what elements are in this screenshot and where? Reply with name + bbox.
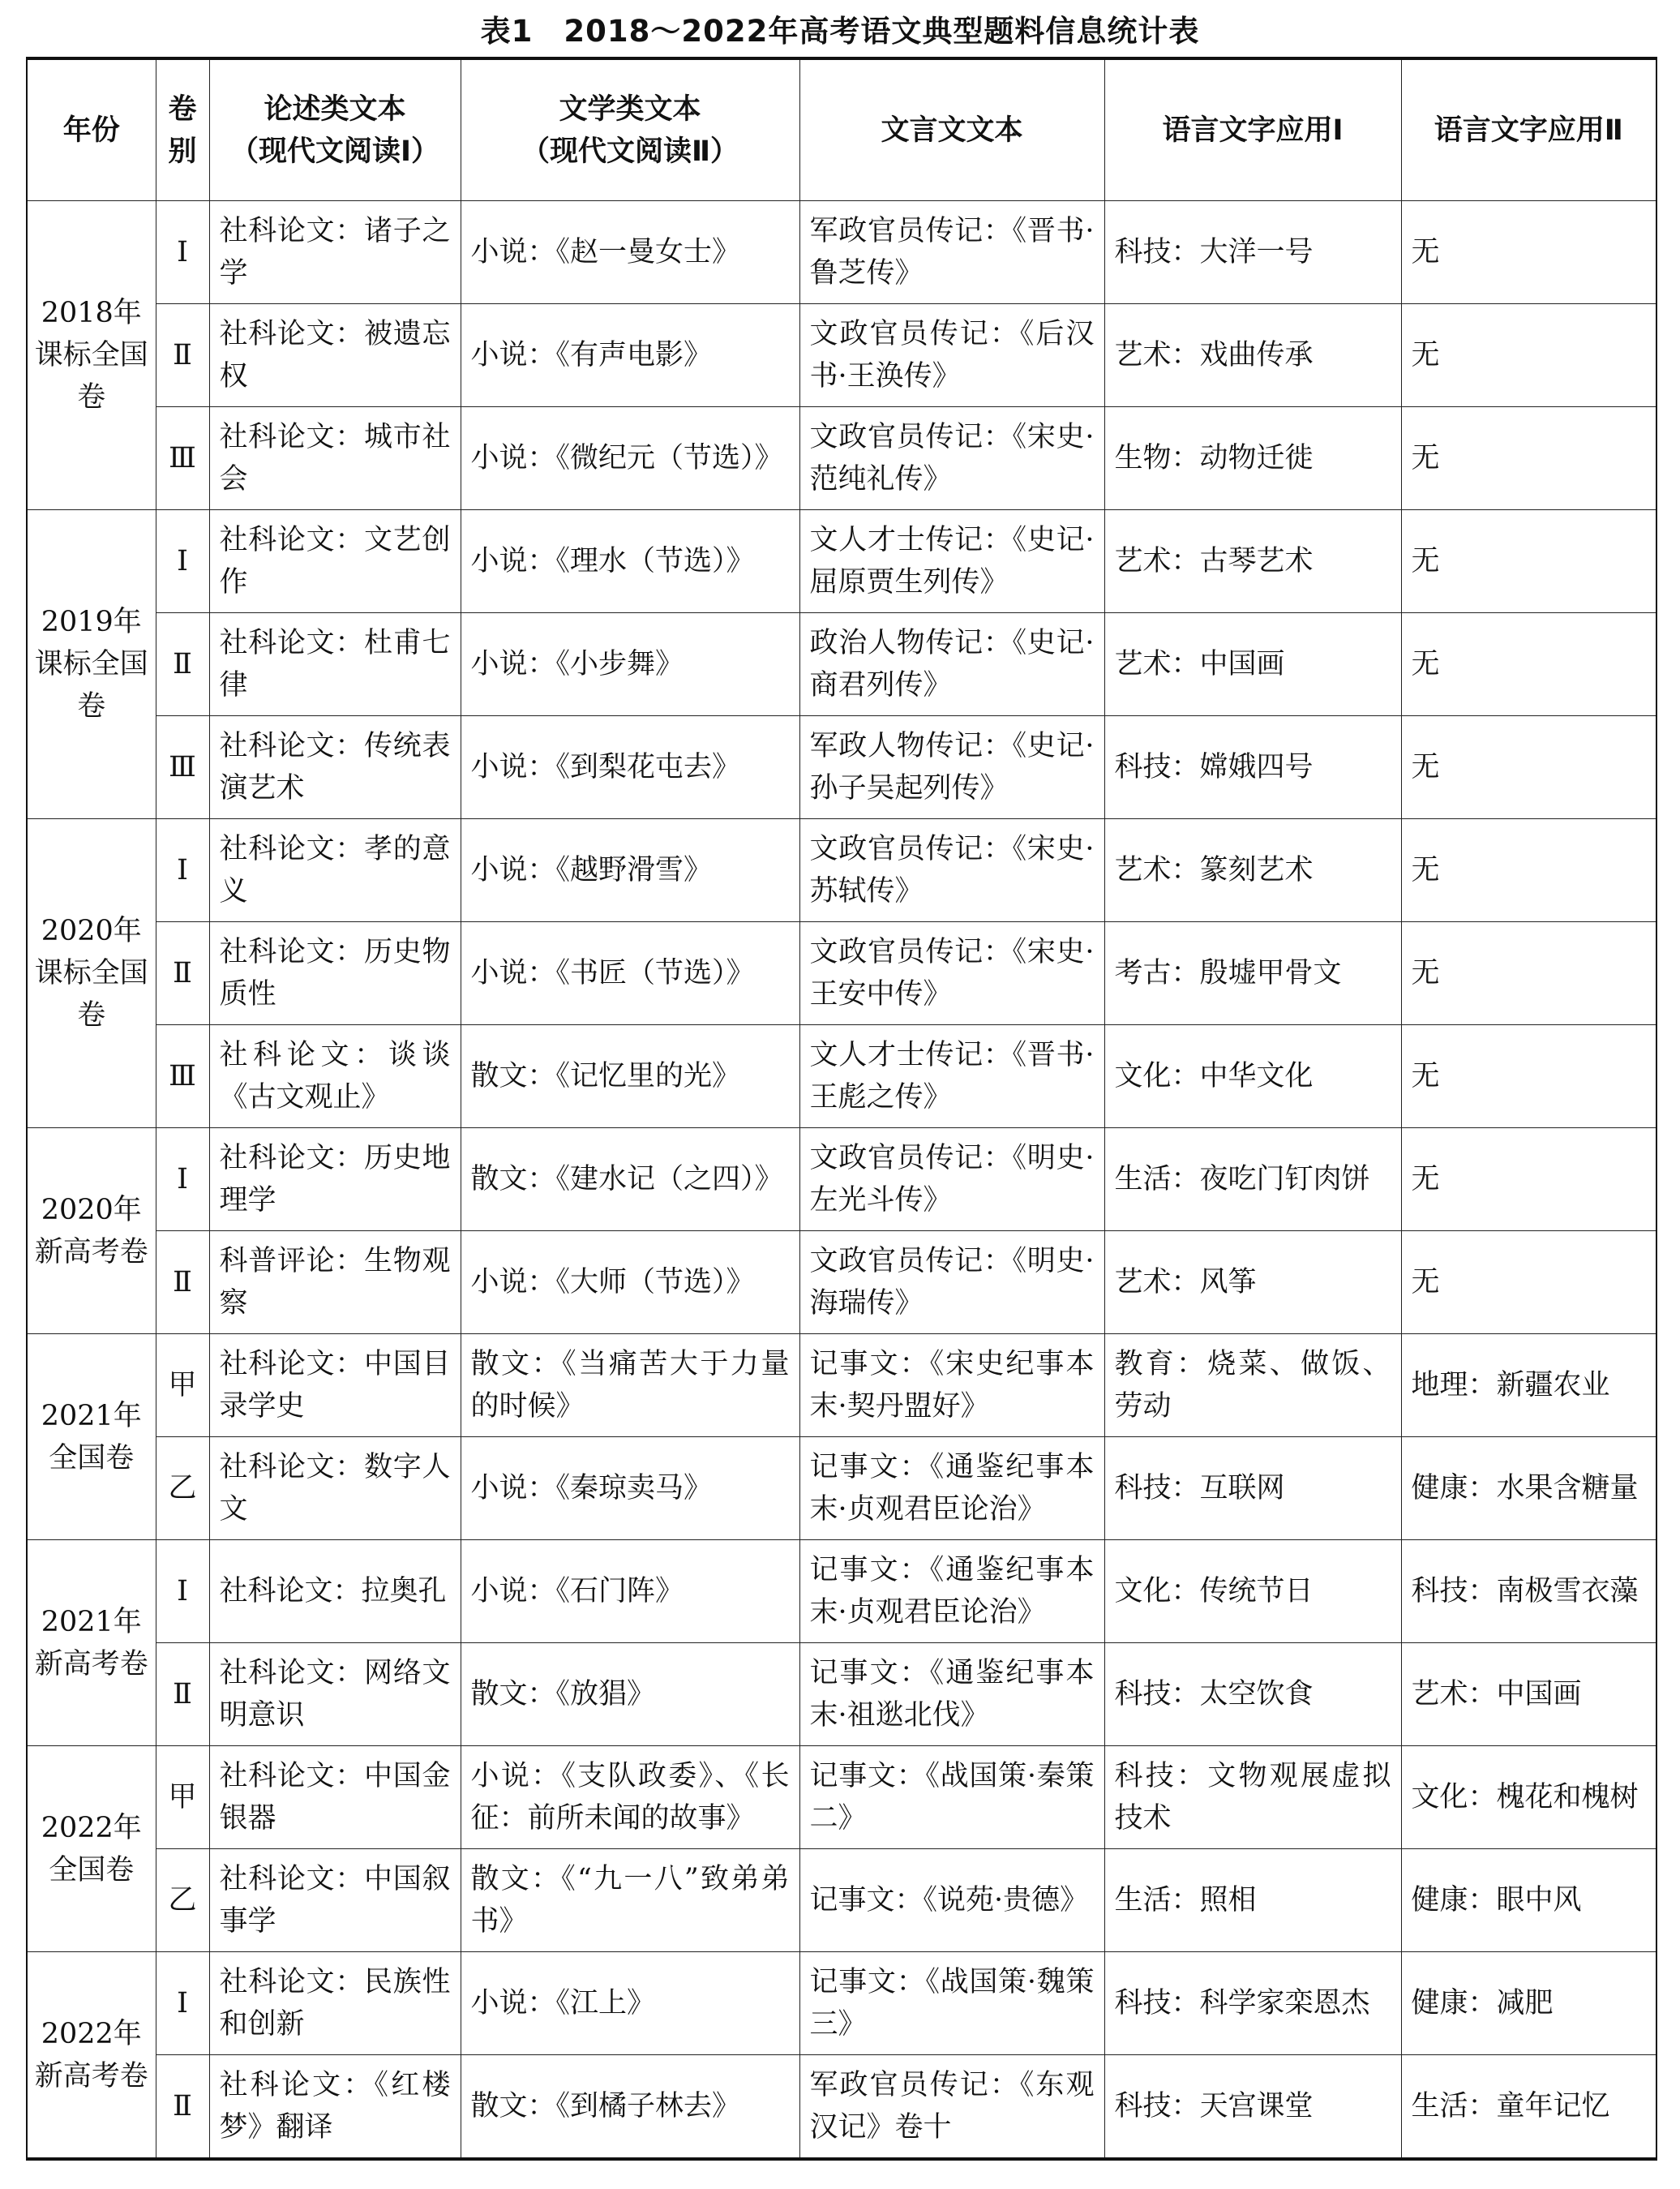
year-cell: 2019年课标全国卷 [27,510,156,819]
wenyan-cell: 记事文：《战国策·秦策二》 [799,1746,1104,1849]
wenxue-cell: 散文：《记忆里的光》 [461,1025,799,1128]
wenyan-cell: 军政官员传记：《晋书·鲁芝传》 [799,201,1104,304]
table-row [27,1437,1656,1540]
header-yuyan2: 语言文字应用Ⅱ [1401,58,1656,201]
table-row [27,201,1656,304]
lunshu-cell: 社科论文：诸子之学 [209,201,461,304]
wenxue-cell: 散文：《当痛苦大于力量的时候》 [461,1334,799,1437]
wenyan-cell: 军政官员传记：《东观汉记》卷十 [799,2055,1104,2160]
table-row [27,1643,1656,1746]
year-cell: 2018年课标全国卷 [27,201,156,510]
year-cell: 2022年新高考卷 [27,1952,156,2160]
header-lunshu [209,58,461,201]
lunshu-cell: 社科论文：传统表演艺术 [209,716,461,819]
header-wenxue [461,58,799,201]
table-row [27,1231,1656,1334]
volume-cell: Ⅰ [156,1128,209,1231]
wenxue-cell: 小说：《理水（节选）》 [461,510,799,613]
wenxue-cell: 散文：《到橘子林去》 [461,2055,799,2160]
lunshu-cell: 社科论文：文艺创作 [209,510,461,613]
table-row [27,613,1656,716]
wenyan-cell: 文政官员传记：《宋史·王安中传》 [799,922,1104,1025]
yuyan2-cell: 无 [1401,1128,1656,1231]
yuyan1-cell: 生物：动物迁徙 [1104,407,1401,510]
header-lunshu-sub: （现代文阅读Ⅰ） [229,135,440,168]
yuyan1-cell: 文化：传统节日 [1104,1540,1401,1643]
volume-cell: Ⅱ [156,1231,209,1334]
volume-cell: Ⅲ [156,716,209,819]
yuyan1-cell: 科技：太空饮食 [1104,1643,1401,1746]
volume-cell: Ⅰ [156,1540,209,1643]
yuyan2-cell: 健康：减肥 [1401,1952,1656,2055]
table-row [27,1849,1656,1952]
wenxue-cell: 小说：《大师（节选）》 [461,1231,799,1334]
wenxue-cell: 小说：《秦琼卖马》 [461,1437,799,1540]
wenxue-cell: 小说：《越野滑雪》 [461,819,799,922]
wenxue-cell: 小说：《微纪元（节选）》 [461,407,799,510]
table-row [27,304,1656,407]
lunshu-cell: 社科论文：孝的意义 [209,819,461,922]
yuyan2-cell: 无 [1401,613,1656,716]
yuyan1-cell: 生活：照相 [1104,1849,1401,1952]
lunshu-cell: 社科论文：网络文明意识 [209,1643,461,1746]
wenxue-cell: 小说：《书匠（节选）》 [461,922,799,1025]
wenxue-cell: 小说：《有声电影》 [461,304,799,407]
lunshu-cell: 社科论文：中国目录学史 [209,1334,461,1437]
wenyan-cell: 文政官员传记：《宋史·范纯礼传》 [799,407,1104,510]
table-row [27,1025,1656,1128]
volume-cell: 乙 [156,1849,209,1952]
yuyan2-cell: 艺术：中国画 [1401,1643,1656,1746]
yuyan1-cell: 科技：天宫课堂 [1104,2055,1401,2160]
wenxue-cell: 小说：《赵一曼女士》 [461,201,799,304]
header-wenyan: 文言文文本 [799,58,1104,201]
yuyan2-cell: 无 [1401,510,1656,613]
yuyan1-cell: 科技：科学家栾恩杰 [1104,1952,1401,2055]
header-volume: 卷别 [156,58,209,201]
wenyan-cell: 军政人物传记：《史记·孙子吴起列传》 [799,716,1104,819]
lunshu-cell: 社科论文：中国叙事学 [209,1849,461,1952]
wenyan-cell: 文人才士传记：《史记·屈原贾生列传》 [799,510,1104,613]
lunshu-cell: 社科论文：被遗忘权 [209,304,461,407]
table-row [27,716,1656,819]
yuyan1-cell: 艺术：戏曲传承 [1104,304,1401,407]
yuyan2-cell: 无 [1401,819,1656,922]
header-yuyan1: 语言文字应用Ⅰ [1104,58,1401,201]
yuyan2-cell: 健康：眼中风 [1401,1849,1656,1952]
volume-cell: Ⅰ [156,1952,209,2055]
wenyan-cell: 文政官员传记：《后汉书·王涣传》 [799,304,1104,407]
header-year: 年份 [27,58,156,201]
year-cell: 2021年全国卷 [27,1334,156,1540]
volume-cell: 甲 [156,1334,209,1437]
wenxue-cell: 小说：《江上》 [461,1952,799,2055]
year-cell: 2020年课标全国卷 [27,819,156,1128]
yuyan1-cell: 艺术：篆刻艺术 [1104,819,1401,922]
yuyan1-cell: 文化：中华文化 [1104,1025,1401,1128]
volume-cell: Ⅱ [156,613,209,716]
lunshu-cell: 社科论文：中国金银器 [209,1746,461,1849]
wenyan-cell: 记事文：《通鉴纪事本末·祖逖北伐》 [799,1643,1104,1746]
volume-cell: 甲 [156,1746,209,1849]
wenyan-cell: 记事文：《说苑·贵德》 [799,1849,1104,1952]
volume-cell: Ⅲ [156,407,209,510]
year-cell: 2021年新高考卷 [27,1540,156,1746]
table-row [27,1128,1656,1231]
wenyan-cell: 政治人物传记：《史记·商君列传》 [799,613,1104,716]
wenxue-cell: 散文：《“九一八”致弟弟书》 [461,1849,799,1952]
wenxue-cell: 小说：《支队政委》、《长征：前所未闻的故事》 [461,1746,799,1849]
yuyan2-cell: 无 [1401,716,1656,819]
volume-cell: Ⅰ [156,819,209,922]
yuyan2-cell: 无 [1401,201,1656,304]
table-row [27,2055,1656,2160]
table-row [27,407,1656,510]
wenyan-cell: 记事文：《宋史纪事本末·契丹盟好》 [799,1334,1104,1437]
volume-cell: Ⅰ [156,510,209,613]
yuyan2-cell: 健康：水果含糖量 [1401,1437,1656,1540]
wenyan-cell: 文政官员传记：《明史·左光斗传》 [799,1128,1104,1231]
volume-cell: Ⅱ [156,922,209,1025]
yuyan2-cell: 无 [1401,1231,1656,1334]
lunshu-cell: 社科论文：历史物质性 [209,922,461,1025]
volume-cell: Ⅱ [156,304,209,407]
volume-cell: Ⅰ [156,201,209,304]
lunshu-cell: 社科论文：《红楼梦》翻译 [209,2055,461,2160]
yuyan2-cell: 文化：槐花和槐树 [1401,1746,1656,1849]
lunshu-cell: 科普评论：生物观察 [209,1231,461,1334]
lunshu-cell: 社科论文：民族性和创新 [209,1952,461,2055]
yuyan2-cell: 生活：童年记忆 [1401,2055,1656,2160]
table-body [27,201,1656,2160]
header-wenxue-sub: （现代文阅读Ⅱ） [521,135,739,168]
lunshu-cell: 社科论文：城市社会 [209,407,461,510]
lunshu-cell: 社科论文：拉奥孔 [209,1540,461,1643]
statistics-table-wrapper [26,57,1656,2161]
year-cell: 2022年全国卷 [27,1746,156,1952]
yuyan1-cell: 教育：烧菜、做饭、劳动 [1104,1334,1401,1437]
table-caption: 表1 2018～2022年高考语文典型题料信息统计表 [480,14,1200,49]
statistics-table [26,57,1657,2161]
lunshu-cell: 社科论文：谈谈《古文观止》 [209,1025,461,1128]
table-row [27,922,1656,1025]
lunshu-cell: 社科论文：杜甫七律 [209,613,461,716]
table-row [27,1540,1656,1643]
yuyan1-cell: 考古：殷墟甲骨文 [1104,922,1401,1025]
volume-cell: 乙 [156,1437,209,1540]
yuyan1-cell: 科技：嫦娥四号 [1104,716,1401,819]
table-row [27,510,1656,613]
wenxue-cell: 散文：《建水记（之四）》 [461,1128,799,1231]
wenyan-cell: 记事文：《通鉴纪事本末·贞观君臣论治》 [799,1540,1104,1643]
wenxue-cell: 小说：《到梨花屯去》 [461,716,799,819]
yuyan2-cell: 地理：新疆农业 [1401,1334,1656,1437]
yuyan2-cell: 无 [1401,407,1656,510]
table-row [27,819,1656,922]
yuyan1-cell: 艺术：风筝 [1104,1231,1401,1334]
yuyan2-cell: 无 [1401,304,1656,407]
volume-cell: Ⅲ [156,1025,209,1128]
wenxue-cell: 小说：《小步舞》 [461,613,799,716]
lunshu-cell: 社科论文：历史地理学 [209,1128,461,1231]
yuyan1-cell: 生活：夜吃门钉肉饼 [1104,1128,1401,1231]
yuyan2-cell: 无 [1401,922,1656,1025]
table-row [27,1952,1656,2055]
yuyan2-cell: 科技：南极雪衣藻 [1401,1540,1656,1643]
wenxue-cell: 散文：《放猖》 [461,1643,799,1746]
yuyan1-cell: 科技：大洋一号 [1104,201,1401,304]
yuyan1-cell: 艺术：中国画 [1104,613,1401,716]
wenxue-cell: 小说：《石门阵》 [461,1540,799,1643]
table-row [27,1746,1656,1849]
header-row [27,58,1656,201]
yuyan1-cell: 科技：文物观展虚拟技术 [1104,1746,1401,1849]
yuyan1-cell: 科技：互联网 [1104,1437,1401,1540]
wenyan-cell: 记事文：《战国策·魏策三》 [799,1952,1104,2055]
yuyan2-cell: 无 [1401,1025,1656,1128]
year-cell: 2020年新高考卷 [27,1128,156,1334]
wenyan-cell: 文政官员传记：《宋史·苏轼传》 [799,819,1104,922]
volume-cell: Ⅱ [156,1643,209,1746]
header-wenxue-title: 文学类文本 [559,92,701,126]
header-lunshu-title: 论述类文本 [264,92,406,126]
table-row [27,1334,1656,1437]
lunshu-cell: 社科论文：数字人文 [209,1437,461,1540]
volume-cell: Ⅱ [156,2055,209,2160]
wenyan-cell: 文人才士传记：《晋书·王彪之传》 [799,1025,1104,1128]
yuyan1-cell: 艺术：古琴艺术 [1104,510,1401,613]
wenyan-cell: 记事文：《通鉴纪事本末·贞观君臣论治》 [799,1437,1104,1540]
wenyan-cell: 文政官员传记：《明史·海瑞传》 [799,1231,1104,1334]
